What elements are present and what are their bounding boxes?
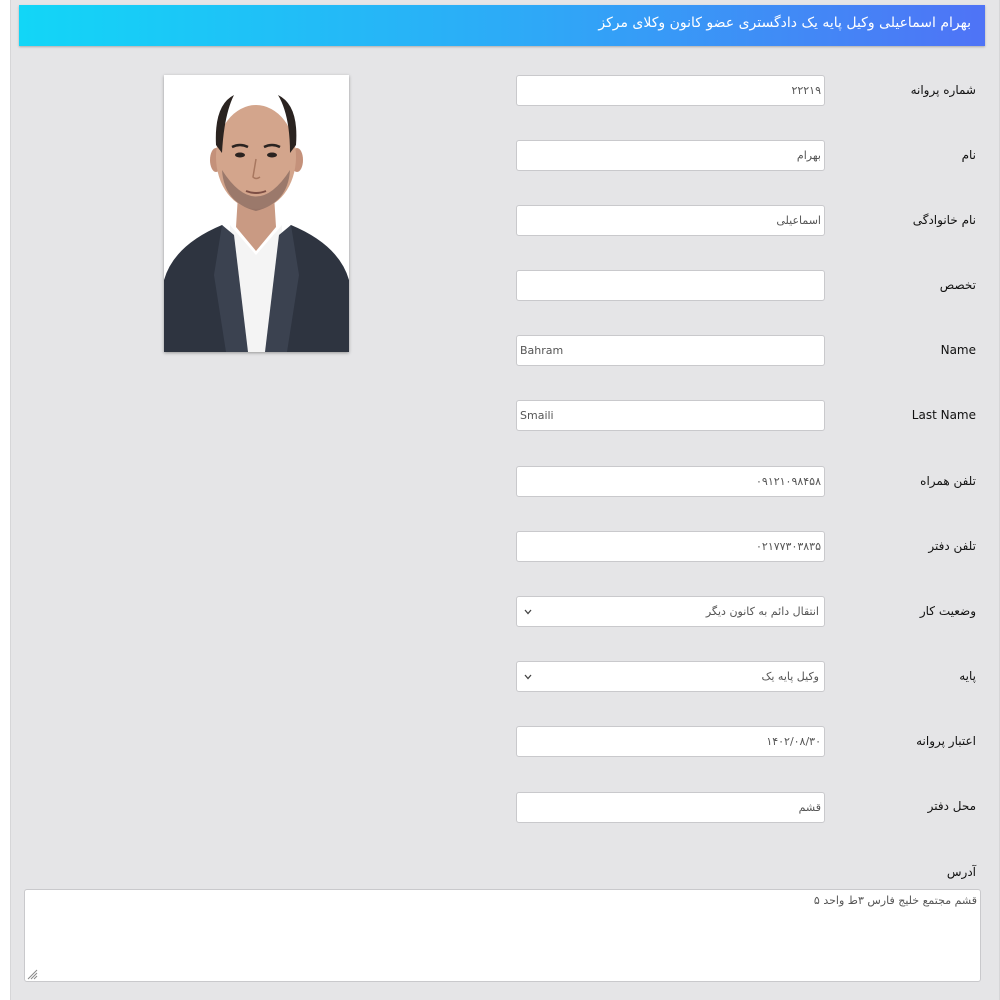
office-phone-value: ۰۲۱۷۷۳۰۳۸۳۵ (756, 540, 821, 553)
last-name-en-label: Last Name (911, 408, 976, 422)
mobile-label: تلفن همراه (920, 474, 976, 488)
specialty-input[interactable] (516, 270, 825, 301)
license-number-input[interactable] (516, 75, 825, 106)
license-validity-value: ۱۴۰۲/۰۸/۳۰ (766, 735, 821, 748)
grade-label: پایه (959, 669, 976, 683)
page-header (19, 5, 985, 46)
work-status-label: وضعیت کار (919, 604, 976, 618)
last-name-label: نام خانوادگی (912, 213, 976, 227)
page-title: بهرام اسماعیلی وکیل پایه یک دادگستری عضو کانون وکلای مرکز (598, 15, 971, 31)
license-validity-label: اعتبار پروانه (916, 734, 976, 748)
last-name-input[interactable] (516, 205, 825, 236)
license-number-label: شماره پروانه (910, 83, 976, 97)
mobile-input[interactable] (516, 466, 825, 497)
address-value: قشم مجتمع خلیج فارس ۳ط واحد ۵ (813, 894, 977, 907)
first-name-input[interactable] (516, 140, 825, 171)
chevron-down-icon (523, 662, 533, 691)
resize-handle-icon[interactable] (26, 968, 38, 980)
last-name-value: اسماعیلی (776, 214, 821, 227)
name-en-value: Bahram (520, 344, 564, 357)
specialty-label: تخصص (939, 278, 976, 292)
first-name-label: نام (961, 148, 976, 162)
work-status-select[interactable] (516, 596, 825, 627)
address-textarea[interactable] (24, 889, 981, 982)
office-location-value: قشم (798, 801, 821, 814)
last-name-en-input[interactable] (516, 400, 825, 431)
office-location-input[interactable] (516, 792, 825, 823)
address-label: آدرس (946, 865, 976, 879)
license-number-value: ۲۲۲۱۹ (791, 84, 821, 97)
name-en-label: Name (940, 343, 976, 357)
first-name-value: بهرام (796, 149, 821, 162)
grade-value: وکیل پایه یک (761, 670, 819, 683)
lawyer-photo (164, 75, 349, 352)
last-name-en-value: Smaili (520, 409, 554, 422)
office-phone-label: تلفن دفتر (928, 539, 976, 553)
mobile-value: ۰۹۱۲۱۰۹۸۴۵۸ (756, 475, 821, 488)
license-validity-input[interactable] (516, 726, 825, 757)
name-en-input[interactable] (516, 335, 825, 366)
chevron-down-icon (523, 597, 533, 626)
office-phone-input[interactable] (516, 531, 825, 562)
office-location-label: محل دفتر (927, 799, 976, 813)
work-status-value: انتقال دائم به کانون دیگر (705, 605, 819, 618)
grade-select[interactable] (516, 661, 825, 692)
